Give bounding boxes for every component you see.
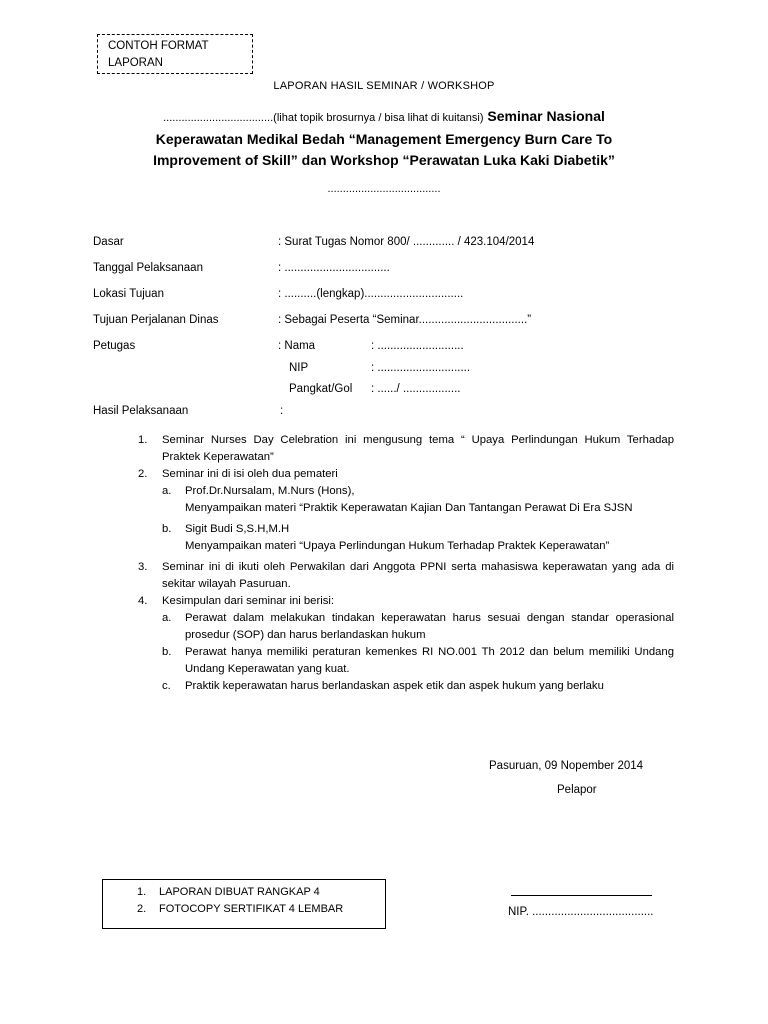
conclusion-item — [162, 610, 674, 644]
conclusion-text: Perawat hanya memiliki peraturan kemenkes RI NO.001 Th 2012 dan belum memiliki Undang Undang Keperawatan yang kuat. — [185, 646, 674, 675]
note-item — [137, 884, 385, 901]
field-value-lokasi: : ..........(lengkap)............................... — [278, 288, 464, 300]
note-number: 2. — [137, 903, 147, 915]
conclusion-item — [162, 644, 674, 678]
subject-dots: .................................... — [163, 112, 274, 124]
list-item-body — [162, 466, 674, 555]
list-item-text: Kesimpulan dari seminar ini berisi: — [162, 595, 335, 607]
list-item — [138, 593, 674, 695]
note-number: 1. — [137, 886, 147, 898]
seminar-subject — [110, 106, 658, 171]
list-item-text: Seminar ini di isi oleh dua pemateri — [162, 468, 338, 480]
speaker-name: Prof.Dr.Nursalam, M.Nurs (Hons), — [185, 485, 355, 497]
report-title: LAPORAN HASIL SEMINAR / WORKSHOP — [273, 80, 495, 92]
field-value-pangkat: : ....../ .................. — [371, 383, 461, 395]
speaker-item — [162, 483, 674, 517]
signature-role: Pelapor — [557, 784, 597, 796]
format-example-box — [97, 34, 253, 74]
speaker-name: Sigit Budi S,S.H,M.H — [185, 523, 290, 535]
list-item — [138, 559, 674, 593]
conclusion-letter: c. — [162, 680, 171, 692]
speaker-body — [185, 521, 674, 555]
speaker-body — [185, 483, 674, 517]
subject-note: (lihat topik brosurnya / bisa lihat di kuitansi) — [273, 112, 484, 124]
note-text: FOTOCOPY SERTIFIKAT 4 LEMBAR — [159, 903, 344, 915]
list-item-number: 3. — [138, 561, 148, 573]
field-label-pangkat: Pangkat/Gol — [289, 383, 353, 395]
field-label-lokasi: Lokasi Tujuan — [93, 288, 164, 300]
subject-line1: Seminar Nasional — [483, 108, 605, 124]
signature-nip: NIP. ...................................... — [508, 906, 654, 918]
list-item — [138, 432, 674, 466]
field-label-dasar: Dasar — [93, 236, 124, 248]
conclusion-text: Perawat dalam melakukan tindakan keperawatan harus sesuai dengan standar operasional prosedur (SOP) dan harus berlandaskan hukum — [185, 612, 674, 641]
subject-dots-line: ..................................... — [327, 183, 441, 195]
field-label-tanggal: Tanggal Pelaksanaan — [93, 262, 203, 274]
field-value-nama-label: : Nama — [278, 340, 316, 352]
list-item-text: Seminar ini di ikuti oleh Perwakilan dari Anggota PPNI serta mahasiswa keperawatan yang ada di sekitar wilayah Pasuruan. — [162, 561, 674, 590]
speaker-desc: Menyampaikan materi “Praktik Keperawatan Kajian Dan Tantangan Perawat Di Era SJSN — [185, 502, 633, 514]
field-label-hasil: Hasil Pelaksanaan — [93, 405, 189, 417]
conclusion-item — [162, 678, 674, 695]
speaker-letter: b. — [162, 523, 172, 535]
list-item-text: Seminar Nurses Day Celebration ini mengusung tema “ Upaya Perlindungan Hukum Terhadap Praktek Keperawatan” — [162, 434, 674, 463]
field-label-nip: NIP — [289, 362, 309, 374]
note-text: LAPORAN DIBUAT RANGKAP 4 — [159, 886, 320, 898]
result-list — [138, 432, 674, 695]
speaker-item — [162, 521, 674, 555]
field-value-tanggal: : ................................. — [278, 262, 390, 274]
field-value-nama: : ........................... — [371, 340, 464, 352]
field-label-petugas: Petugas — [93, 340, 136, 352]
list-item-number: 1. — [138, 434, 148, 446]
field-value-nip: : ............................. — [371, 362, 471, 374]
signature-line — [511, 895, 652, 896]
subject-line2: Keperawatan Medikal Bedah “Management Emergency Burn Care To — [155, 131, 613, 147]
list-item-number: 2. — [138, 468, 148, 480]
signature-place-date: Pasuruan, 09 Nopember 2014 — [489, 760, 644, 772]
field-value-dasar: : Surat Tugas Nomor 800/ ............. / 423.104/2014 — [278, 236, 535, 248]
subject-line3: Improvement of Skill” dan Workshop “Perawatan Luka Kaki Diabetik” — [153, 152, 615, 168]
notes-box — [102, 879, 386, 929]
list-item-body — [162, 593, 674, 695]
conclusion-letter: a. — [162, 612, 172, 624]
field-label-tujuan: Tujuan Perjalanan Dinas — [93, 314, 219, 326]
field-value-tujuan: : Sebagai Peserta “Seminar..................................” — [278, 314, 532, 326]
list-item — [138, 466, 674, 555]
note-item — [137, 901, 385, 918]
list-item-number: 4. — [138, 595, 148, 607]
speaker-desc: Menyampaikan materi “Upaya Perlindungan Hukum Terhadap Praktek Keperawatan” — [185, 540, 610, 552]
speaker-letter: a. — [162, 485, 172, 497]
format-box-line2: LAPORAN — [108, 57, 163, 69]
field-value-hasil-colon: : — [280, 405, 284, 417]
format-box-line1: CONTOH FORMAT — [108, 40, 209, 52]
conclusion-letter: b. — [162, 646, 172, 658]
conclusion-text: Praktik keperawatan harus berlandaskan aspek etik dan aspek hukum yang berlaku — [185, 680, 604, 692]
